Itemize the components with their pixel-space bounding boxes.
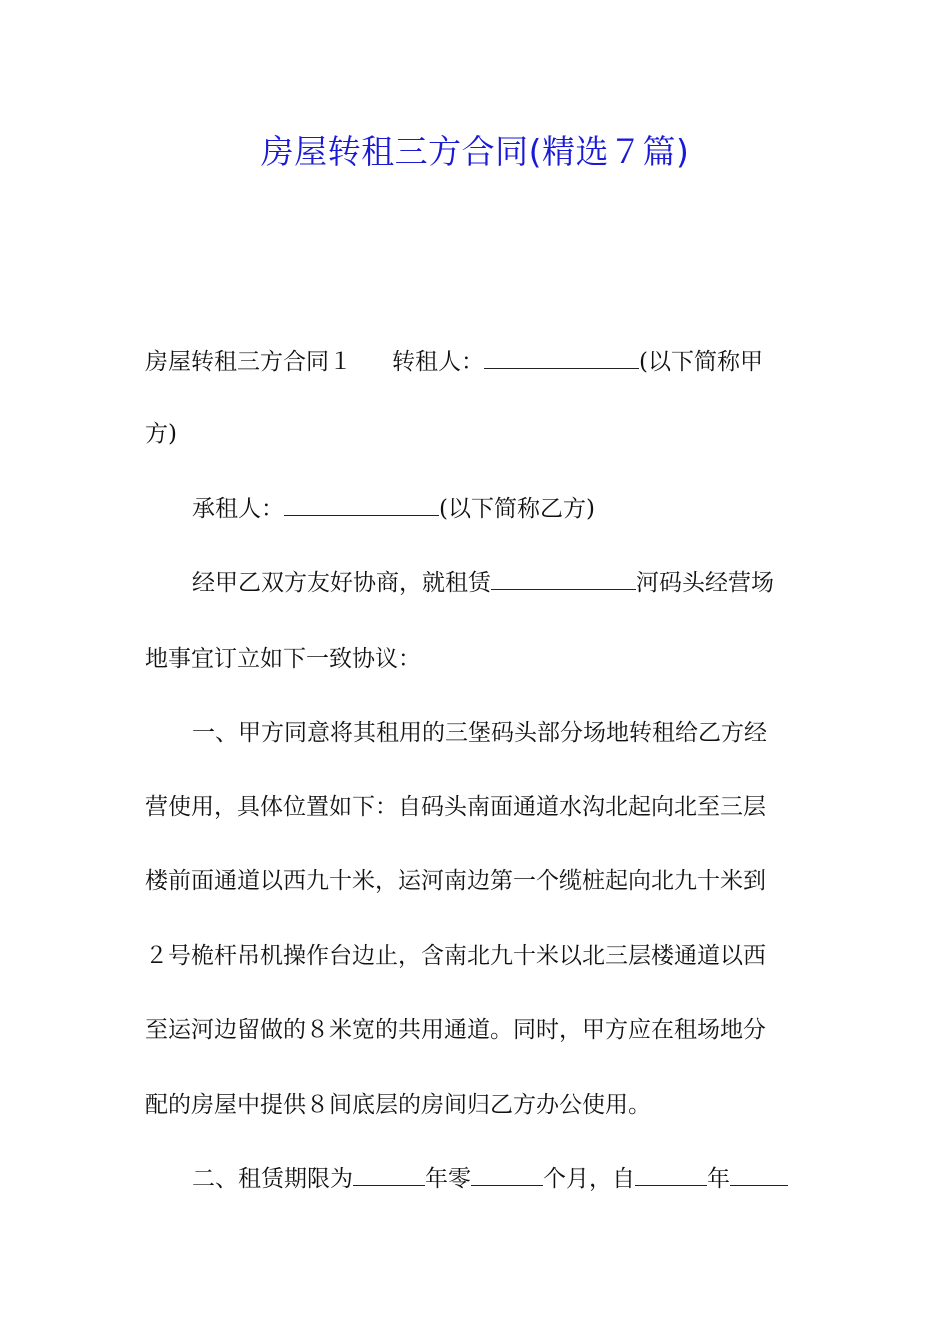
term-months-blank[interactable] <box>471 1159 543 1186</box>
term-months-unit: 个月，自 <box>543 1166 635 1192</box>
paragraph-line <box>192 563 862 603</box>
start-year-unit: 年 <box>707 1166 730 1192</box>
sublessor-note: (以下简称甲 <box>639 349 763 375</box>
paragraph-line: 配的房屋中提供８间底层的房间归乙方办公使用。 <box>145 1092 651 1118</box>
lessee-blank[interactable] <box>284 489 439 516</box>
term-years-unit: 年零 <box>425 1166 471 1192</box>
start-year-blank[interactable] <box>635 1159 707 1186</box>
paragraph-line <box>145 342 815 382</box>
sublessor-blank[interactable] <box>484 342 639 369</box>
paragraph-line: 营使用，具体位置如下：自码头南面通道水沟北起向北至三层 <box>145 794 766 820</box>
paragraph-line: 方) <box>145 421 177 447</box>
lessee-label: 承租人： <box>192 496 284 522</box>
agreement-intro: 经甲乙双方友好协商，就租赁 <box>192 570 491 596</box>
term-label: 二、租赁期限为 <box>192 1166 353 1192</box>
paragraph-line: 至运河边留做的８米宽的共用通道。同时，甲方应在租场地分 <box>145 1017 766 1043</box>
paragraph-line <box>192 489 862 529</box>
lessee-note: (以下简称乙方) <box>439 496 595 522</box>
paragraph-line: 地事宜订立如下一致协议： <box>145 646 421 672</box>
paragraph-line: ２号桅杆吊机操作台边止，含南北九十米以北三层楼通道以西 <box>145 943 766 969</box>
paragraph-line: 一、甲方同意将其租用的三堡码头部分场地转租给乙方经 <box>192 720 767 746</box>
sublessor-label: 转租人： <box>392 349 484 375</box>
term-years-blank[interactable] <box>353 1159 425 1186</box>
wharf-blank[interactable] <box>491 563 636 590</box>
paragraph-line: 楼前面通道以西九十米，运河南边第一个缆桩起向北九十米到 <box>145 868 766 894</box>
agreement-intro-tail: 河码头经营场 <box>636 570 774 596</box>
contract-heading: 房屋转租三方合同１ <box>145 349 352 375</box>
paragraph-line <box>192 1159 862 1199</box>
document-title: 房屋转租三方合同(精选７篇) <box>260 132 690 171</box>
start-month-blank[interactable] <box>730 1159 788 1186</box>
